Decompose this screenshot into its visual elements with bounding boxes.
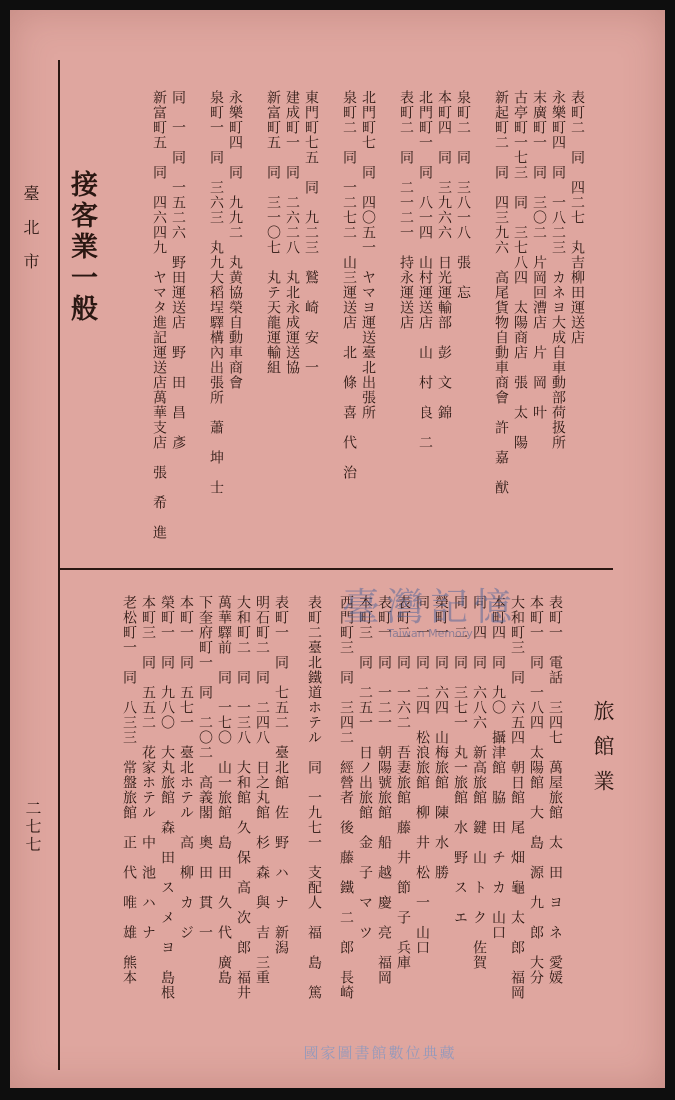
ryokan-entry-row: 大和町三 同 六五四 朝日館 尾 畑 龜 太 郎 福岡 <box>509 595 525 1000</box>
top-entry-row: 永樂町四 同 九九二 丸黄協榮自動車商會 <box>227 90 243 390</box>
top-entry-row: 新富町五 同 三一〇七 丸テ天龍運輸組 <box>265 90 281 375</box>
top-entry-row: 建成町一 同 二六二八 丸北永成運送協 <box>284 90 300 375</box>
top-section-heading: 接客業一般 <box>66 170 97 325</box>
ryokan-entry-row: 表町二臺北鐵道ホテル 同 一九七一 支配人 福 島 篤 <box>306 595 322 1000</box>
ryokan-entry-row: 表町一 同 七五二 臺北館 佐 野 ハ ナ 新潟 <box>273 595 289 955</box>
book-page <box>10 10 665 1088</box>
top-section-bottom-rule <box>58 568 613 570</box>
top-entry-row: 泉町一 同 三六三 丸九大稻埕驛構內出張所 蕭 坤 士 <box>208 90 224 495</box>
ryokan-entry-row: 榮町一 同 九八〇 大丸旅館 森 田 ス メ ヨ 島根 <box>159 595 175 1000</box>
ryokan-entry-row: 榮町一 同 六四 山梅旅館 陳 水 勝 <box>433 595 449 880</box>
top-entry-row: 北門町七 同 四〇五一 ヤマヨ運送臺北出張所 <box>360 90 376 420</box>
library-footer-watermark: 國家圖書館數位典藏 <box>303 1044 457 1062</box>
ryokan-entry-row: 本町四 同 九〇 攝津館 脇 田 チ カ 山口 <box>490 595 506 940</box>
ryokan-entry-row: 本町三 同 二五一 日ノ出旅館 金 子 マ ツ <box>357 595 373 940</box>
ryokan-entry-row: 本町一 同 一八四 太陽館 大 島 源 九 郎 大分 <box>528 595 544 985</box>
ryokan-entry-row: 明石町二 同 二四八 日之丸館 杉 森 與 吉 三重 <box>254 595 270 985</box>
ryokan-entry-row: 同 四 同 六八六 新高旅館 鍵 山 ト ク 佐賀 <box>471 595 487 970</box>
top-entry-row: 本町四 同 三九六六 日光運輸部 彭 文 錦 <box>436 90 452 420</box>
ryokan-entry-row: 萬華驛前 同 一七〇 山一旅館 島 田 久 代 廣島 <box>216 595 232 985</box>
city-label: 臺北市 <box>21 185 40 287</box>
ryokan-entry-row: 表町二 同 一六二 吾妻旅館 藤 井 節 子 兵庫 <box>395 595 411 970</box>
ryokan-entry-row: 表町一 同 一二一 朝陽號旅館 船 越 慶 亮 福岡 <box>376 595 392 985</box>
top-entry-row: 泉町二 同 一二七二 山三運送店 北 條 喜 代 治 <box>341 90 357 480</box>
ryokan-entry-row: 同 一 同 二四 松浪旅館 柳 井 松 一 山口 <box>414 595 430 955</box>
top-entry-row: 同 一 同 一五二六 野田運送店 野 田 昌 彥 <box>170 90 186 450</box>
ryokan-entry-row: 下奎府町一 同 二〇二 高義閣 奧 田 貫 一 <box>197 595 213 940</box>
top-entry-row: 表町二 同 二一二一 持永運送店 <box>398 90 414 330</box>
left-margin-rule <box>58 60 60 1070</box>
ryokan-entry-row: 同 二 同 三七一 丸一旅館 水 野 ス エ <box>452 595 468 925</box>
ryokan-entry-row: 大和町二 同 一三八 大和館 久 保 高 次 郎 福井 <box>235 595 251 1000</box>
top-entry-row: 東門町七五 同 九二三 鷲 崎 安 一 <box>303 90 319 375</box>
bottom-section-heading: 旅館業 <box>591 700 615 805</box>
ryokan-entry-row: 西門町三 同 三四二 經營者 後 藤 鐵 二 郎 長崎 <box>338 595 354 1000</box>
watermark-main-text: 臺灣記憶 <box>341 585 518 629</box>
top-entry-row: 末廣町一 同 三〇二 片岡回漕店 片 岡 叶 <box>531 90 547 420</box>
top-entry-row: 新起町二 同 四三九六 高尾貨物自動車商會 許 嘉 猷 <box>493 90 509 495</box>
watermark-sub-text: Taiwan Memory <box>387 627 473 640</box>
top-entry-row: 古亭町一七三 同 三七八四 太陽商店 張 太 陽 <box>512 90 528 450</box>
top-entry-row: 北門町一 同 八一四 山村運送店 山 村 良 二 <box>417 90 433 450</box>
top-entry-row: 表町二 同 四二七 丸吉柳田運送店 <box>569 90 585 345</box>
ryokan-entry-row: 老松町一 同 八三三 常盤旅館 正 代 唯 雄 熊本 <box>121 595 137 985</box>
page-number: 二七七 <box>23 800 42 854</box>
ryokan-entry-row: 表町一 電話 三四七 萬屋旅館 太 田 ヨ ネ 愛媛 <box>547 595 563 985</box>
top-entry-row: 新富町五 同 四六四九 ヤマタ進記運送店萬華支店 張 希 進 <box>151 90 167 540</box>
ryokan-entry-row: 本町一 同 五七一 臺北ホテル 高 柳 カ ジ <box>178 595 194 940</box>
top-entry-row: 永樂町四 同 一八二三 カネヨ大成自車動部荷扱所 <box>550 90 566 450</box>
ryokan-entry-row: 本町三 同 五五二 花家ホテル 中 池 ハ ナ <box>140 595 156 940</box>
top-entry-row: 泉町二 同 三八一八 張 忘 <box>455 90 471 300</box>
